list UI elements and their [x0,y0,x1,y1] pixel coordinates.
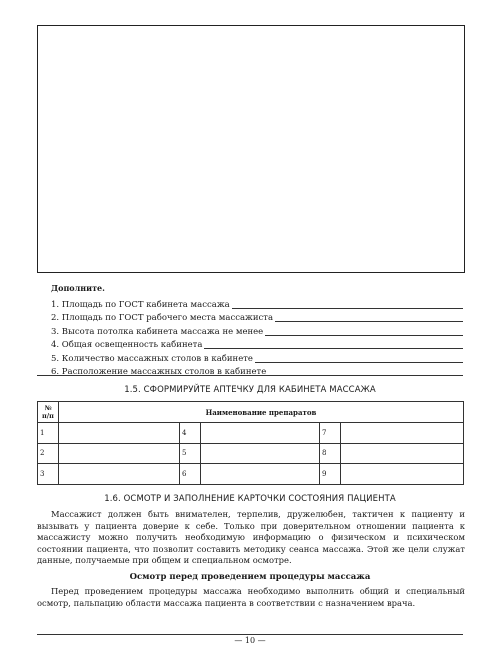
medicine-cell[interactable] [341,464,464,485]
medicine-cell[interactable] [59,443,180,464]
fill-in-label: 6. Расположение массажных столов в кабинете [51,367,267,377]
answer-line[interactable] [255,354,463,363]
medicine-cell[interactable] [341,423,464,444]
answer-line[interactable] [232,300,463,309]
fill-in-item [51,350,463,364]
medicine-cell[interactable] [201,464,320,485]
number-column-header [38,402,59,423]
row-number: 8 [320,443,341,464]
answer-line[interactable] [265,327,463,336]
medicine-cell[interactable] [201,443,320,464]
medicine-cell[interactable] [201,423,320,444]
fill-in-item [51,337,463,351]
medicine-kit-table [37,401,464,485]
paragraph-text: Массажист должен быть внимателен, терпелив, дружелюбен, тактичен к пациенту и вызывать у пациента доверие к себе. Только при доверительном отношении пациента к массажисту можно получить необходимую информацию о физическом и психическом состоянии пациента, что позволит составить методику сеанса массажа. Этой же цели служат данные, получаемые при общем и специальном осмотре. [37,509,465,566]
number-sign: № [44,404,52,412]
table-row [38,423,464,444]
name-column-header: Наименование препаратов [59,402,464,423]
row-number: 9 [320,464,341,485]
fill-in-label: 2. Площадь по ГОСТ рабочего места массажиста [51,313,274,323]
table-row [38,443,464,464]
fill-in-label: 5. Количество массажных столов в кабинете [51,353,253,364]
fill-in-item [51,296,463,310]
medicine-cell[interactable] [341,443,464,464]
row-number: 4 [180,423,201,444]
section-divider [37,375,463,376]
footer-divider [37,634,463,635]
row-number: 3 [38,464,59,485]
fill-in-label: 4. Общая освещенность кабинета [51,340,203,350]
fill-in-label: 1. Площадь по ГОСТ кабинета массажа [51,299,230,310]
medicine-cell[interactable] [59,464,180,485]
section-heading: 1.6. ОСМОТР И ЗАПОЛНЕНИЕ КАРТОЧКИ СОСТОЯНИЯ ПАЦИЕНТА [104,494,396,504]
fill-in-item [51,323,463,337]
paragraph-text: Перед проведением процедуры массажа необходимо выполнить общий и специальный осмотр, пальпацию области массажа пациента в соответствии с назначением врача. [37,586,465,608]
row-number: 7 [320,423,341,444]
section-heading: 1.5. СФОРМИРУЙТЕ АПТЕЧКУ ДЛЯ КАБИНЕТА МАССАЖА [124,385,376,395]
row-number: 5 [180,443,201,464]
row-number: 2 [38,443,59,464]
row-number: 6 [180,464,201,485]
body-paragraph [37,509,465,567]
fill-in-section [51,283,463,377]
fill-in-title: Дополните. [51,283,105,293]
drawing-area [37,25,465,273]
fill-in-label: 3. Высота потолка кабинета массажа не менее [51,326,264,337]
table-row [38,464,464,485]
table-header-row [38,402,464,423]
answer-line[interactable] [275,313,463,322]
fill-in-item [51,310,463,324]
answer-line[interactable] [204,340,463,349]
body-paragraph [37,586,465,609]
row-number: 1 [38,423,59,444]
number-abbr: п/п [42,412,54,420]
medicine-cell[interactable] [59,423,180,444]
sub-heading: Осмотр перед проведением процедуры массажа [129,572,371,582]
page-number: — 10 — [234,636,266,645]
